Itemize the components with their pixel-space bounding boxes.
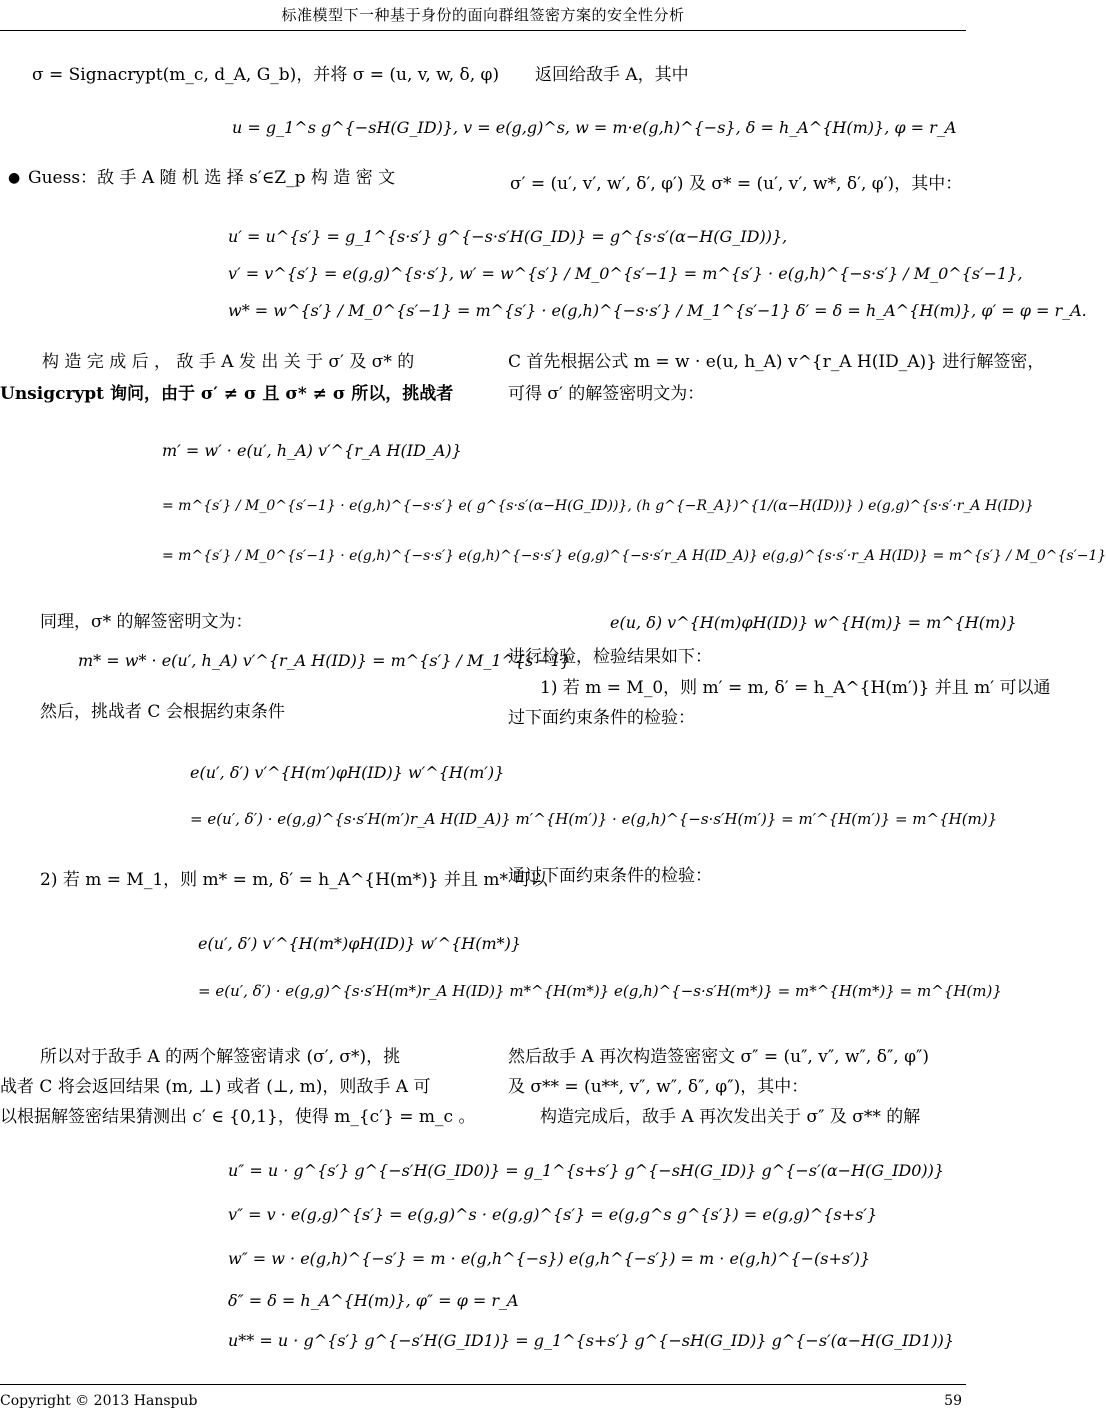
equation-7-line-2: = e(u′, δ′) · e(g,g)^{s·s′H(m*)r_A H(ID)} m*^{H(m*)} e(g,h)^{−s·s′H(m*)} = m*^{H(m*)} = m^{H(m)} xyxy=(198,982,1002,1000)
equation-5: e(u, δ) v^{H(m)φH(ID)} w^{H(m)} = m^{H(m)} xyxy=(610,613,1017,632)
p5-left-2: 战者 C 将会返回结果 (m, ⊥) 或者 (⊥, m)，则敌手 A 可 xyxy=(0,1077,431,1097)
running-header: 标准模型下一种基于身份的面向群组签密方案的安全性分析 xyxy=(281,6,685,24)
page-number: 59 xyxy=(944,1393,962,1409)
bullet-icon: ● xyxy=(8,170,21,186)
equation-4: m* = w* · e(u′, h_A) v′^{r_A H(ID)} = m^{s′} / M_1^{s′−1} xyxy=(78,651,571,670)
footer-copyright: Copyright © 2013 Hanspub xyxy=(0,1393,198,1409)
equation-3-line-1: m′ = w′ · e(u′, h_A) v′^{r_A H(ID_A)} xyxy=(162,441,462,460)
p5-left-1: 所以对于敌手 A 的两个解签密请求 (σ′, σ*)，挑 xyxy=(40,1047,401,1067)
footer-rule xyxy=(0,1384,966,1385)
p3-right-2: 进行检验，检验结果如下： xyxy=(508,647,712,667)
equation-8-line-4: δ″ = δ = h_A^{H(m)}, φ″ = φ = r_A xyxy=(228,1291,519,1310)
equation-3-line-3: = m^{s′} / M_0^{s′−1} · e(g,h)^{−s·s′} e(g,h)^{−s·s′} e(g,g)^{−s·s′r_A H(ID_A)} e(g,g)^{s·s′·r_A H(ID)} = m^{s′} / M_0^{s′−1} xyxy=(162,548,1106,564)
p3-right-4: 过下面约束条件的检验： xyxy=(508,708,695,728)
p1-left: σ = Signacrypt(m_c, d_A, G_b)，并将 σ = (u, v, w, δ, φ) xyxy=(32,65,500,85)
p2-left-1: 构 造 完 成 后 ， 敌 手 A 发 出 关 于 σ′ 及 σ* 的 xyxy=(42,352,415,372)
p5-right-2: 及 σ** = (u**, v″, w″, δ″, φ″)，其中： xyxy=(508,1077,809,1097)
guess-label: Guess：敌 手 A 随 机 选 择 s′∈Z_p 构 造 密 文 xyxy=(28,168,396,188)
equation-7-line-1: e(u′, δ′) v′^{H(m*)φH(ID)} w′^{H(m*)} xyxy=(198,934,522,953)
header-rule xyxy=(0,30,966,31)
guess-right: σ′ = (u′, v′, w′, δ′, φ′) 及 σ* = (u′, v′, w*, δ′, φ′)，其中： xyxy=(510,174,963,194)
p3-left-1: 同理，σ* 的解签密明文为： xyxy=(40,612,253,632)
p1-right: 返回给敌手 A，其中 xyxy=(535,65,689,85)
equation-2-line-3: w* = w^{s′} / M_0^{s′−1} = m^{s′} · e(g,h)^{−s·s′} / M_1^{s′−1} δ′ = δ = h_A^{H(m)}, φ′ = φ = r_A. xyxy=(228,301,1087,320)
equation-6-line-1: e(u′, δ′) v′^{H(m′)φH(ID)} w′^{H(m′)} xyxy=(190,763,505,782)
p3-left-2: 然后，挑战者 C 会根据约束条件 xyxy=(40,702,285,722)
p2-right-1: C 首先根据公式 m = w · e(u, h_A) v^{r_A H(ID_A)} 进行解签密， xyxy=(508,352,1045,372)
p4-right: 通过下面约束条件的检验： xyxy=(508,866,712,886)
p2-left-2: Unsigcrypt 询问，由于 σ′ ≠ σ 且 σ* ≠ σ 所以，挑战者 xyxy=(0,384,454,404)
equation-8-line-2: v″ = v · e(g,g)^{s′} = e(g,g)^s · e(g,g)^{s′} = e(g,g^s g^{s′}) = e(g,g)^{s+s′} xyxy=(228,1205,878,1224)
equation-2-line-2: v′ = v^{s′} = e(g,g)^{s·s′}, w′ = w^{s′} / M_0^{s′−1} = m^{s′} · e(g,h)^{−s·s′} / M_0^{s′−1}, xyxy=(228,264,1023,283)
equation-8-line-1: u″ = u · g^{s′} g^{−s′H(G_ID0)} = g_1^{s+s′} g^{−sH(G_ID)} g^{−s′(α−H(G_ID0))} xyxy=(228,1161,945,1180)
p4-left: 2) 若 m = M_1，则 m* = m, δ′ = h_A^{H(m*)} 并且 m* 可以 xyxy=(40,870,548,890)
equation-8-line-3: w″ = w · e(g,h)^{−s′} = m · e(g,h^{−s}) e(g,h^{−s′}) = m · e(g,h)^{−(s+s′)} xyxy=(228,1249,871,1268)
p5-right-1: 然后敌手 A 再次构造签密密文 σ″ = (u″, v″, w″, δ″, φ″) xyxy=(508,1047,929,1067)
equation-2-line-1: u′ = u^{s′} = g_1^{s·s′} g^{−s·s′H(G_ID)} = g^{s·s′(α−H(G_ID))}, xyxy=(228,227,788,246)
p3-right-3: 1) 若 m = M_0，则 m′ = m, δ′ = h_A^{H(m′)} 并且 m′ 可以通 xyxy=(540,678,1051,698)
p2-right-2: 可得 σ′ 的解签密明文为： xyxy=(508,384,705,404)
equation-6-line-2: = e(u′, δ′) · e(g,g)^{s·s′H(m′)r_A H(ID_A)} m′^{H(m′)} · e(g,h)^{−s·s′H(m′)} = m′^{H(m′)} = m^{H(m)} xyxy=(190,810,998,828)
p5-right-3: 构造完成后，敌手 A 再次发出关于 σ″ 及 σ** 的解 xyxy=(540,1107,921,1127)
equation-3-line-2: = m^{s′} / M_0^{s′−1} · e(g,h)^{−s·s′} e( g^{s·s′(α−H(G_ID))}, (h g^{−R_A})^{1/(α−H(ID))} ) e(g,g)^{s·s′·r_A H(ID)} xyxy=(162,498,1034,514)
equation-1: u = g_1^s g^{−sH(G_ID)}, v = e(g,g)^s, w = m·e(g,h)^{−s}, δ = h_A^{H(m)}, φ = r_A xyxy=(232,118,957,137)
equation-8-line-5: u** = u · g^{s′} g^{−s′H(G_ID1)} = g_1^{s+s′} g^{−sH(G_ID)} g^{−s′(α−H(G_ID1))} xyxy=(228,1331,955,1350)
p5-left-3: 以根据解签密结果猜测出 c′ ∈ {0,1}，使得 m_{c′} = m_c 。 xyxy=(0,1107,476,1127)
